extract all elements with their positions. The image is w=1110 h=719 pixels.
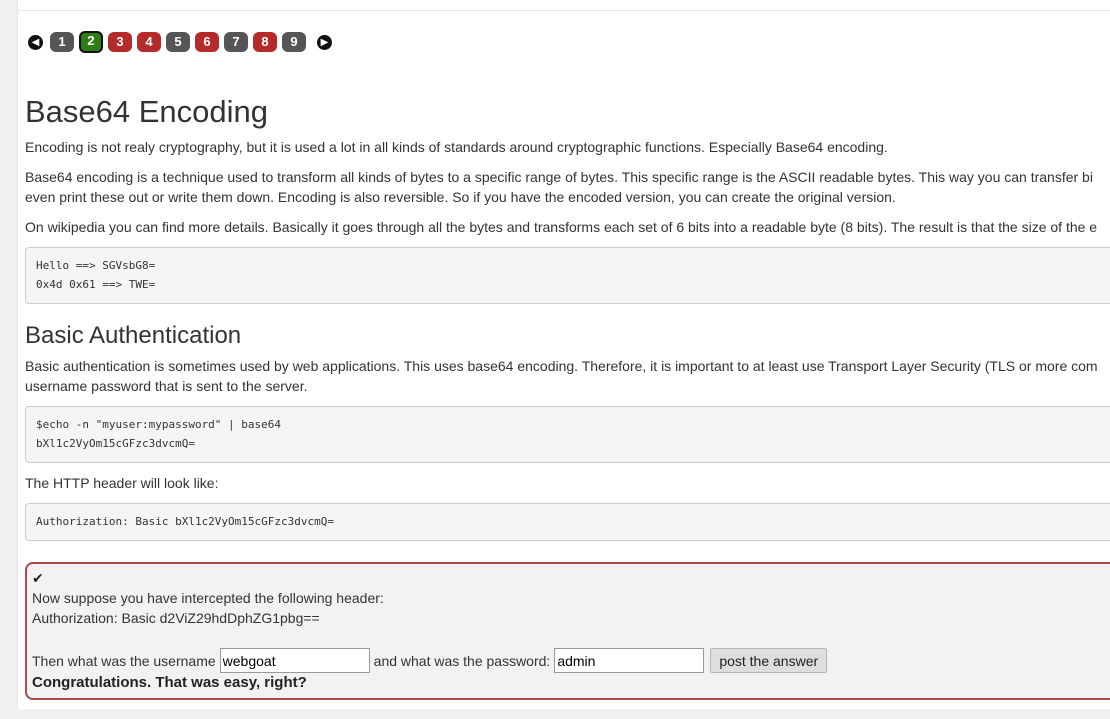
basic-auth-text-line1: Basic authentication is sometimes used by web applications. This uses base64 encoding. Therefore, it is important to at least use Transport Layer Security (TLS or more com — [25, 358, 1098, 374]
page-button-7[interactable]: 7 — [224, 32, 248, 52]
arrow-right-icon[interactable]: ▶ — [317, 35, 332, 50]
assignment-box — [25, 562, 1110, 700]
page-button-9[interactable]: 9 — [282, 32, 306, 52]
base64-title: Base64 Encoding — [25, 94, 269, 129]
page-button-8[interactable]: 8 — [253, 32, 277, 52]
page-button-1[interactable]: 1 — [50, 32, 74, 52]
password-label: and what was the password: — [373, 652, 551, 669]
page-button-5[interactable]: 5 — [166, 32, 190, 52]
lesson-page — [17, 0, 1110, 709]
page-button-3[interactable]: 3 — [108, 32, 132, 52]
base64-description-line1: Base64 encoding is a technique used to transform all kinds of bytes to a specific range of bytes. This specific range is the ASCII readable bytes. This way you can transfer bi — [25, 169, 1093, 185]
base64-description-line2: even print these out or write them down. Encoding is also reversible. So if you have the encoded version, you can create the original version. — [25, 189, 896, 205]
base64-intro-text: Encoding is not realy cryptography, but it is used a lot in all kinds of standards around cryptographic functions. Especially Base64 encoding. — [25, 139, 888, 155]
answer-form — [32, 648, 1110, 673]
intercepted-header: Authorization: Basic d2ViZ29hdDphZG1pbg== — [32, 610, 320, 626]
assignment-intro: Now suppose you have intercepted the following header: — [32, 590, 384, 606]
post-answer-button[interactable]: post the answer — [710, 648, 827, 673]
base64-wikipedia-text: On wikipedia you can find more details. Basically it goes through all the bytes and transforms each set of 6 bits into a readable byte (8 bits). The result is that the size of the e — [25, 219, 1098, 235]
lesson-pagination — [28, 31, 332, 53]
page-button-4[interactable]: 4 — [137, 32, 161, 52]
basic-auth-title: Basic Authentication — [25, 322, 242, 349]
basic-auth-text-line2: username password that is sent to the server. — [25, 378, 308, 394]
lesson-content — [25, 90, 1110, 541]
password-input[interactable] — [554, 648, 704, 673]
page-button-2[interactable]: 2 — [79, 31, 103, 53]
username-label: Then what was the username — [32, 652, 216, 669]
arrow-left-icon[interactable]: ◀ — [28, 35, 43, 50]
page-button-6[interactable]: 6 — [195, 32, 219, 52]
checkmark-icon: ✔ — [32, 571, 44, 587]
basic-auth-command-code: $echo -n "myuser:mypassword" | base64 bXl1c2VyOm15cGFzc3dvcmQ= — [25, 406, 1110, 463]
base64-example-code: Hello ==> SGVsbG8= 0x4d 0x61 ==> TWE= — [25, 247, 1110, 304]
top-divider — [18, 10, 1110, 11]
username-input[interactable] — [220, 648, 370, 673]
result-message: Congratulations. That was easy, right? — [32, 674, 307, 691]
http-header-intro: The HTTP header will look like: — [25, 475, 219, 491]
http-header-code: Authorization: Basic bXl1c2VyOm15cGFzc3dvcmQ= — [25, 503, 1110, 541]
